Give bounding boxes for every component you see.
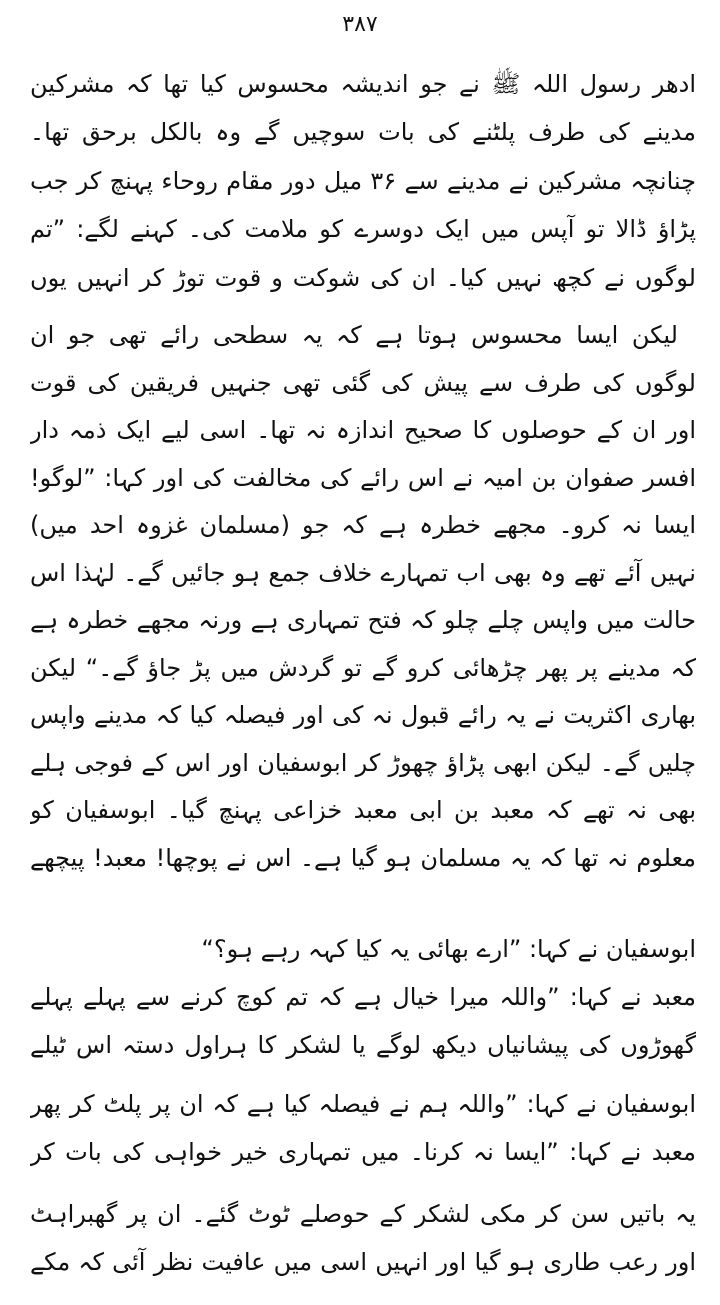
paragraph-3 bbox=[30, 925, 696, 973]
paragraph-text: معبد نے کہا: ”ایسا نہ کرنا۔ میں تمہاری خیر خواہی کی بات کر bbox=[30, 1138, 696, 1166]
paragraph-2 bbox=[30, 312, 696, 882]
paragraph-text: ادھر رسول اللہ ﷺ نے جو اندیشہ محسوس کیا تھا کہ مشرکین مدینے کی طرف پلٹنے کی بات سوچیں گے وہ بالکل برحق تھا۔ چنانچہ مشرکین نے مدینے سے ۳۶ میل دور مقام روحاء پہنچ کر جب پڑاؤ ڈالا تو آپس میں ایک دوسرے کو ملامت کی۔ کہنے لگے: ”تم لوگوں نے کچھ نہیں کیا۔ ان کی شوکت و قوت توڑ کر انہیں یوں bbox=[30, 70, 696, 292]
paragraph-7 bbox=[30, 1190, 696, 1286]
paragraph-text: ابوسفیان نے کہا: ”ارے بھائی یہ کیا کہہ رہے ہو؟“ bbox=[201, 935, 696, 963]
paragraph-4 bbox=[30, 973, 696, 1069]
paragraph-1 bbox=[30, 60, 696, 302]
paragraph-5 bbox=[30, 1080, 696, 1128]
paragraph-text: لیکن ایسا محسوس ہوتا ہے کہ یہ سطحی رائے تھی جو ان لوگوں کی طرف سے پیش کی گئی تھی جنہیں فریقین کی قوت اور ان کے حوصلوں کا صحیح اندازہ نہ تھا۔ اسی لیے ایک ذمہ دار افسر صفوان بن امیہ نے اس رائے کی مخالفت کی اور کہا: ”لوگو! ایسا نہ کرو۔ مجھے خطرہ ہے کہ جو (مسلمان غزوہ احد میں) نہیں آئے تھے وہ بھی اب تمہارے خلاف جمع ہو جائیں گے۔ لہٰذا اس حالت میں واپس چلے چلو کہ فتح تمہاری ہے ورنہ مجھے خطرہ ہے کہ مدینے پر پھر چڑھائی کرو گے تو گردش میں پڑ جاؤ گے۔“ لیکن بھاری اکثریت نے یہ رائے قبول نہ کی اور فیصلہ کیا کہ مدینے واپس چلیں گے۔ لیکن ابھی پڑاؤ چھوڑ کر ابوسفیان اور اس کے فوجی ہلے بھی نہ تھے کہ معبد بن ابی معبد خزاعی پہنچ گیا۔ ابوسفیان کو معلوم نہ تھا کہ یہ مسلمان ہو گیا ہے۔ اس نے پوچھا! معبد! پیچھے bbox=[30, 321, 696, 872]
paragraph-6 bbox=[30, 1128, 696, 1176]
paragraph-text: یہ باتیں سن کر مکی لشکر کے حوصلے ٹوٹ گئے۔ ان پر گھبراہٹ اور رعب طاری ہو گیا اور انہیں اسی میں عافیت نظر آئی کہ مکے bbox=[30, 1200, 696, 1276]
paragraph-text: ابوسفیان نے کہا: ”واللہ ہم نے فیصلہ کیا ہے کہ ان پر پلٹ کر پھر bbox=[30, 1090, 696, 1118]
page-number: ۳۸۷ bbox=[342, 12, 378, 37]
paragraph-text: معبد نے کہا: ”واللہ میرا خیال ہے کہ تم کوچ کرنے سے پہلے پہلے گھوڑوں کی پیشانیاں دیکھ لوگے یا لشکر کا ہراول دستہ اس ٹیلے bbox=[30, 983, 696, 1059]
